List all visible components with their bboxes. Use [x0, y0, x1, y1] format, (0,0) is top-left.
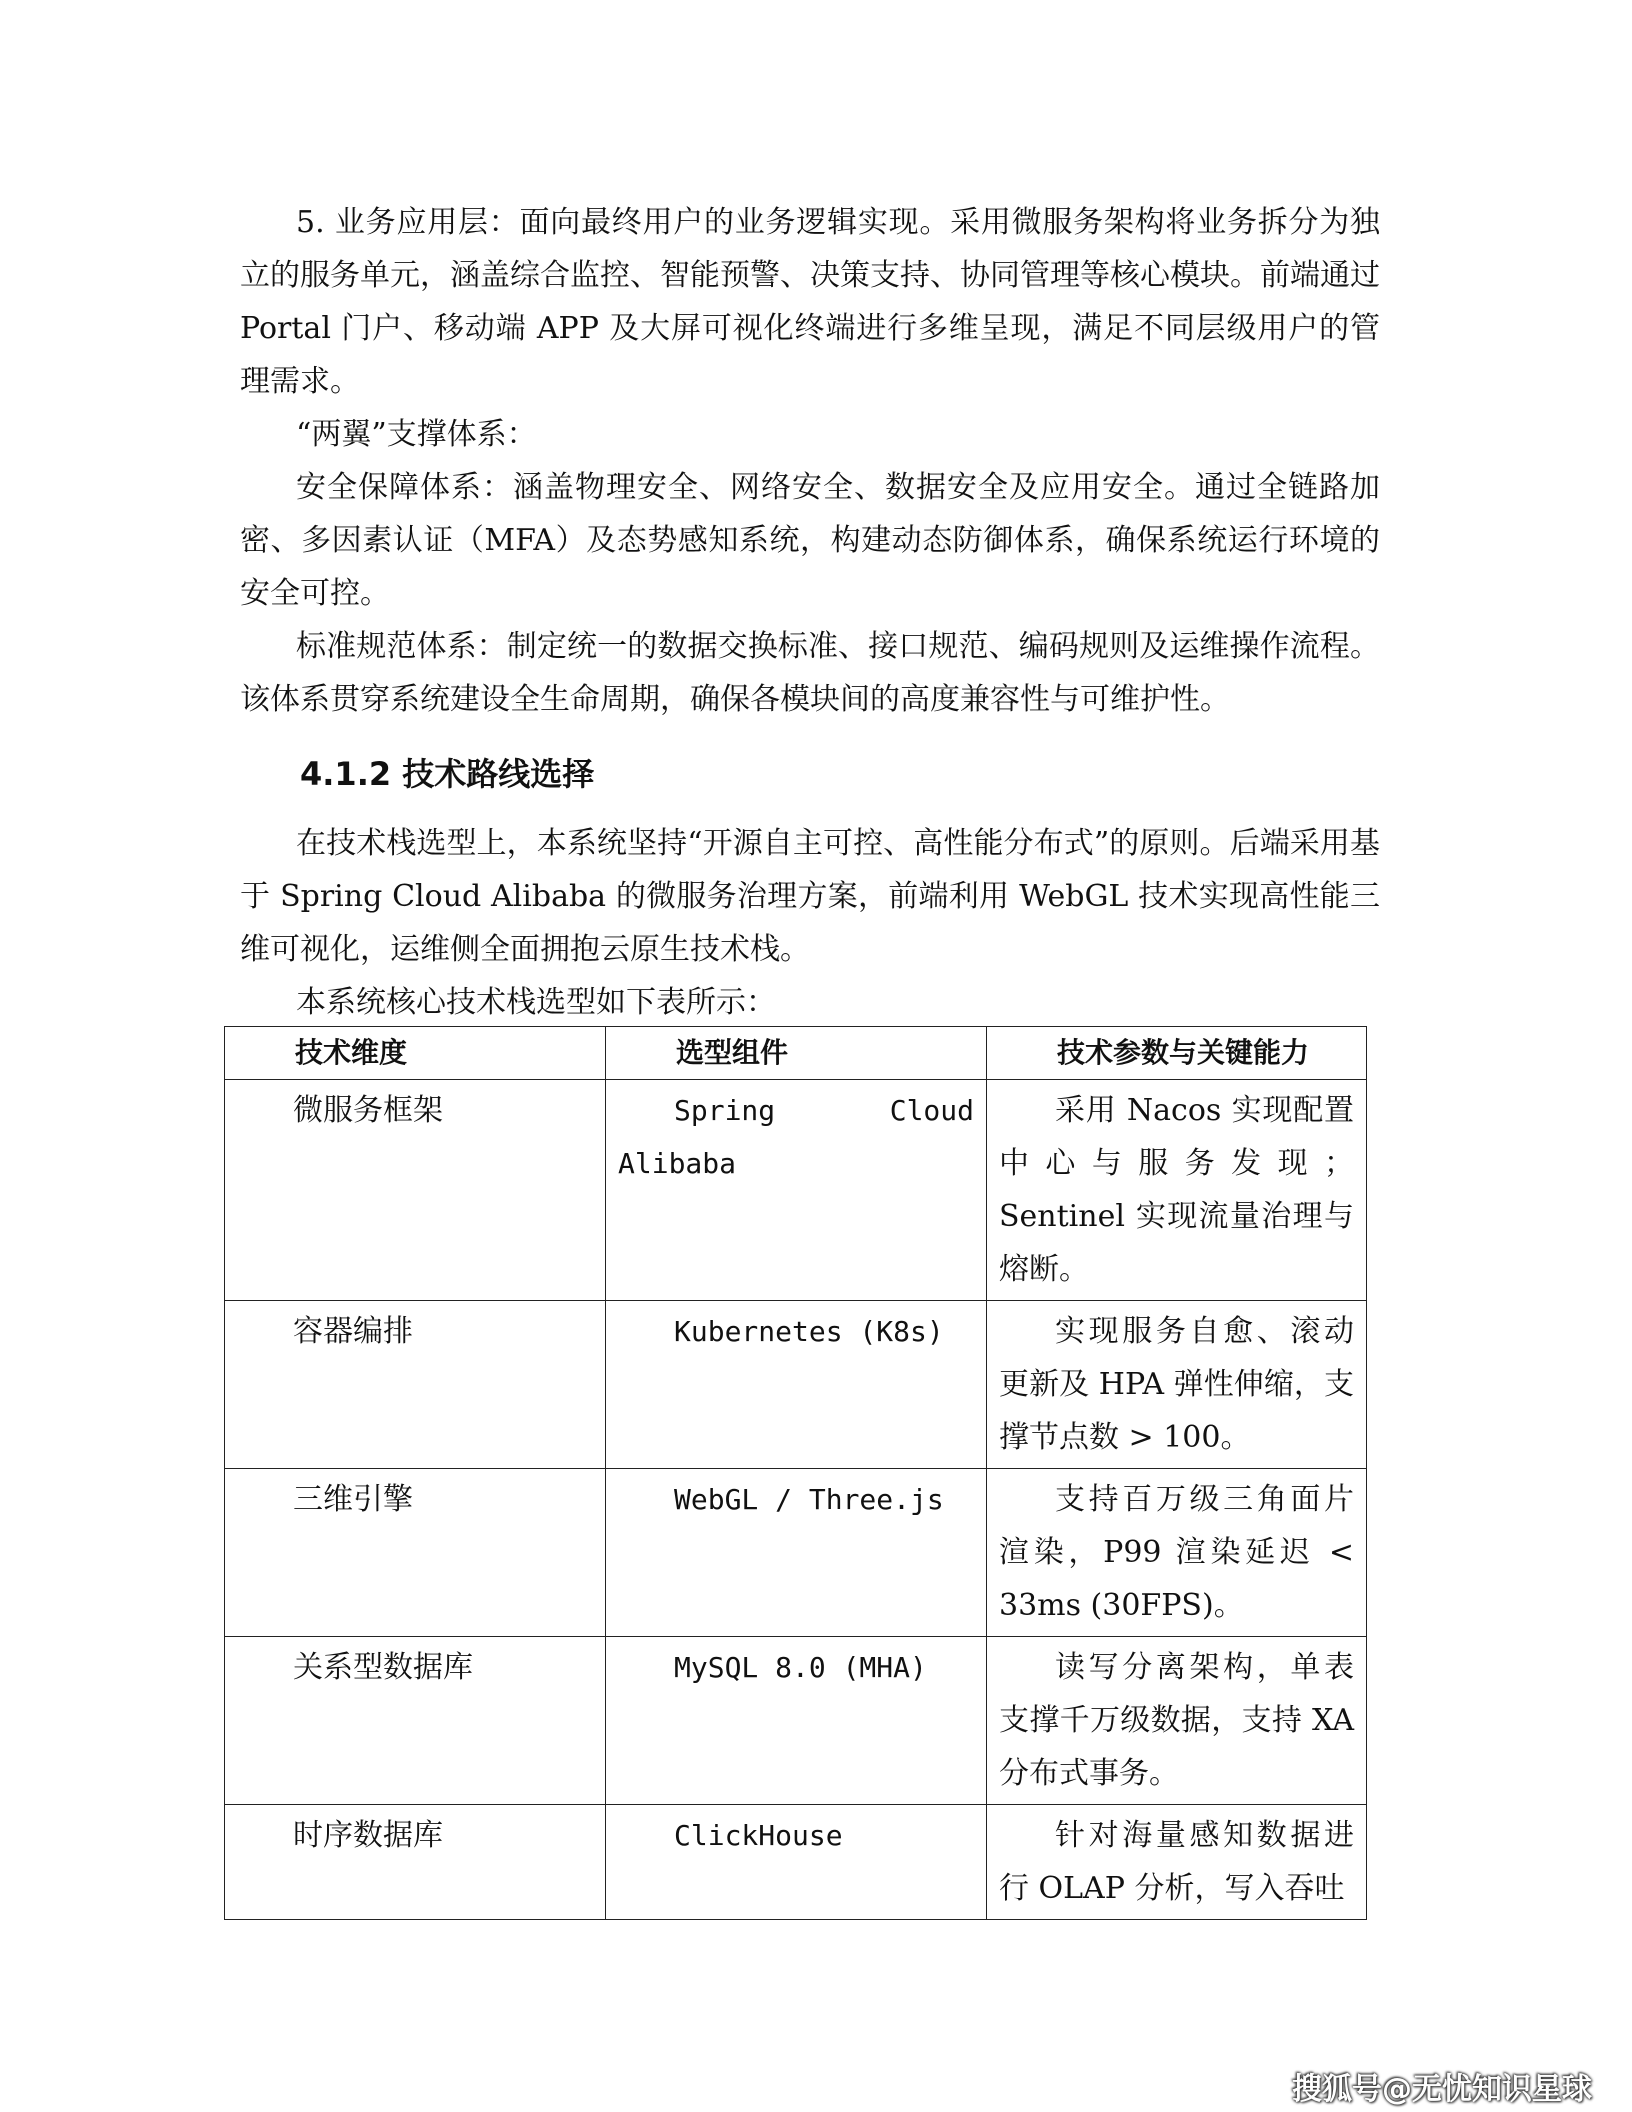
cell-component: MySQL 8.0 (MHA)	[606, 1637, 987, 1805]
header-dimension: 技术维度	[225, 1027, 606, 1080]
table-row	[225, 1637, 1367, 1805]
table-row	[225, 1805, 1367, 1920]
cell-component: ClickHouse	[606, 1805, 987, 1920]
tech-stack-table-wrapper	[224, 1026, 1366, 1920]
paragraph-two-wings: “两翼”支撑体系：	[296, 417, 537, 452]
cell-capability: 采用 Nacos 实现配置中心与服务发现；Sentinel 实现流量治理与熔断。	[987, 1080, 1367, 1301]
table-row	[225, 1080, 1367, 1301]
paragraph-business-layer: 5. 业务应用层：面向最终用户的业务逻辑实现。采用微服务架构将业务拆分为独立的服务单元，涵盖综合监控、智能预警、决策支持、协同管理等核心模块。前端通过 Portal 门户、移动端 APP 及大屏可视化终端进行多维呈现，满足不同层级用户的管理需求。	[240, 205, 1380, 399]
table-row	[225, 1301, 1367, 1469]
cell-dimension: 微服务框架	[225, 1080, 606, 1301]
cell-component: Spring Cloud Alibaba	[606, 1080, 987, 1301]
paragraph-security-system: 安全保障体系：涵盖物理安全、网络安全、数据安全及应用安全。通过全链路加密、多因素认证（MFA）及态势感知系统，构建动态防御体系，确保系统运行环境的安全可控。	[240, 470, 1380, 611]
cell-component: WebGL / Three.js	[606, 1469, 987, 1637]
cell-capability: 支持百万级三角面片渲染，P99 渲染延迟 < 33ms (30FPS)。	[987, 1469, 1367, 1637]
header-capability: 技术参数与关键能力	[987, 1027, 1367, 1080]
tech-stack-table	[224, 1026, 1367, 1920]
section-heading: 4.1.2 技术路线选择	[300, 755, 595, 793]
cell-dimension: 容器编排	[225, 1301, 606, 1469]
cell-dimension: 时序数据库	[225, 1805, 606, 1920]
paragraph-standards-system: 标准规范体系：制定统一的数据交换标准、接口规范、编码规则及运维操作流程。该体系贯穿系统建设全生命周期，确保各模块间的高度兼容性与可维护性。	[240, 629, 1380, 717]
cell-dimension: 关系型数据库	[225, 1637, 606, 1805]
cell-capability: 实现服务自愈、滚动更新及 HPA 弹性伸缩，支撑节点数 > 100。	[987, 1301, 1367, 1469]
paragraph-table-intro: 本系统核心技术栈选型如下表所示：	[296, 985, 776, 1020]
cell-capability: 读写分离架构，单表支撑千万级数据，支持 XA 分布式事务。	[987, 1637, 1367, 1805]
paragraph-tech-route: 在技术栈选型上，本系统坚持“开源自主可控、高性能分布式”的原则。后端采用基于 Spring Cloud Alibaba 的微服务治理方案，前端利用 WebGL 技术实现高性能三维可视化，运维侧全面拥抱云原生技术栈。	[240, 826, 1380, 967]
table-header-row	[225, 1027, 1367, 1080]
table-row	[225, 1469, 1367, 1637]
header-component: 选型组件	[606, 1027, 987, 1080]
cell-capability: 针对海量感知数据进行 OLAP 分析，写入吞吐	[987, 1805, 1367, 1920]
source-watermark: 搜狐号@无忧知识星球	[1292, 2072, 1592, 2107]
cell-dimension: 三维引擎	[225, 1469, 606, 1637]
cell-component: Kubernetes (K8s)	[606, 1301, 987, 1469]
